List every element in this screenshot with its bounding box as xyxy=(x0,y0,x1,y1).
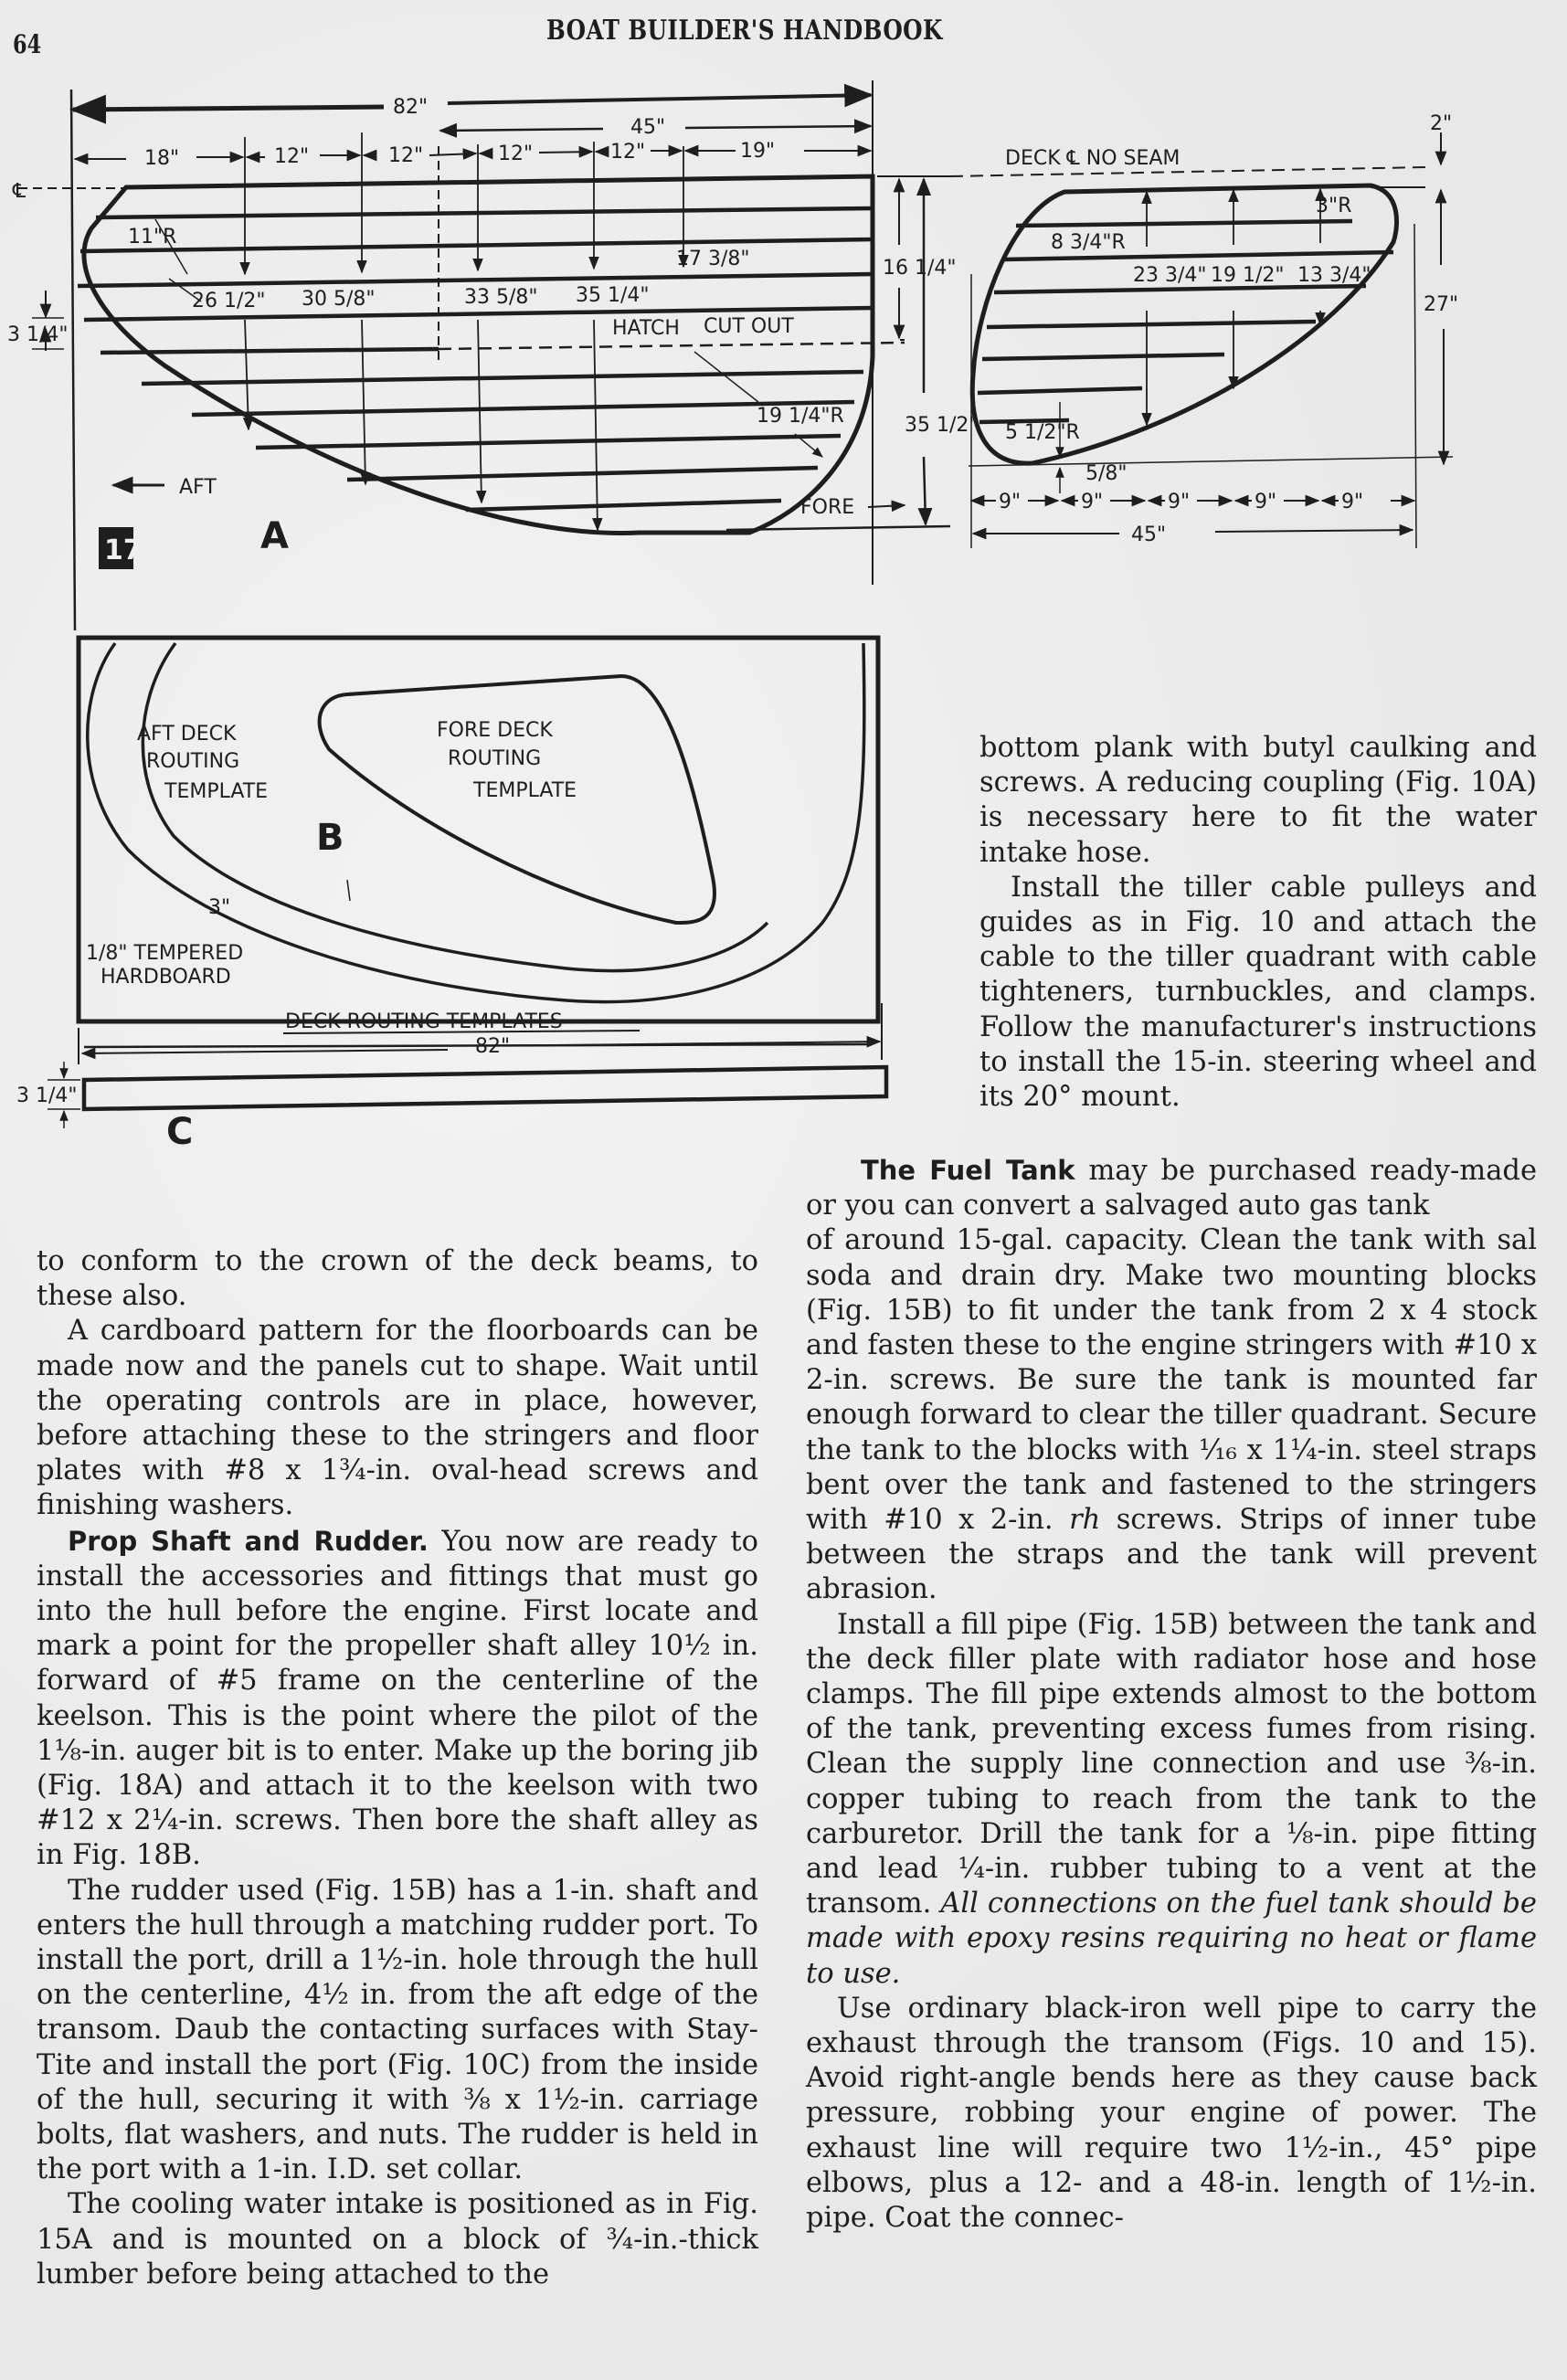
dim-30-5-8: 30 5/8" xyxy=(302,288,376,311)
page-number: 64 xyxy=(13,29,42,59)
aft-template-line3: TEMPLATE xyxy=(164,780,269,803)
dim-35-1-2: 35 1/2" xyxy=(905,414,979,437)
dim-3-in: 3" xyxy=(208,896,231,919)
dim-17-3-8: 17 3/8" xyxy=(676,248,750,270)
dim-45-right: 45" xyxy=(1131,524,1167,546)
dim-12d: 12" xyxy=(610,141,646,164)
dim-3-1-4: 3 1/4" xyxy=(7,323,69,346)
fore-template-line1: FORE DECK xyxy=(437,719,553,742)
dim-9e: 9" xyxy=(1341,491,1364,513)
running-head: BOAT BUILDER'S HANDBOOK xyxy=(546,15,943,47)
panel-right-drawing xyxy=(950,132,1453,548)
radius-fore: 19 1/4"R xyxy=(757,405,844,428)
aft-template-line2: ROUTING xyxy=(146,750,240,773)
dim-9b: 9" xyxy=(1081,491,1104,513)
panel-c-letter: C xyxy=(166,1111,194,1153)
dim-19-1-2: 19 1/2" xyxy=(1211,264,1285,287)
dim-12b: 12" xyxy=(388,144,424,167)
paragraph: The rudder used (Fig. 15B) has a 1-in. shaft and enters the hull through a matching rudder port. To install the port, drill a 1½-in. hole through the hull on the centerline, 4½ in. from the aft edge of the transom. Daub the contacting surfaces with Stay-Tite and install the port (Fig. 10C) from the inside of the hull, securing it with ⅜ x 1½-in. carriage bolts, flat washers, and nuts. The rudder is held in the port with a 1-in. I.D. set collar. xyxy=(37,1874,758,2186)
radius-aft: 11"R xyxy=(128,226,177,249)
radius-mid: 8 3/4"R xyxy=(1051,231,1126,254)
dim-9d: 9" xyxy=(1255,491,1277,513)
dim-19: 19" xyxy=(740,140,776,163)
run-in-heading: The Fuel Tank xyxy=(861,1155,1075,1186)
dim-45: 45" xyxy=(630,116,666,139)
paragraph-text: may be purchased ready-made or you can convert a salvaged auto gas tank xyxy=(806,1155,1537,1222)
dim-23-3-4: 23 3/4" xyxy=(1133,264,1207,287)
italic-note: All connections on the fuel tank should be made with epoxy resins requiring no heat or flame to use. xyxy=(806,1888,1537,1990)
paragraph: bottom plank with butyl caulking and screws. A reducing coupling (Fig. 10A) is necessary here to fit the water intake hose. xyxy=(979,732,1537,869)
centerline-mark: ℄ xyxy=(13,180,26,203)
paragraph-text: You now are ready to install the accessories and fittings that must go into the hull before the engine. First locate and mark a point for the propeller shaft alley 10½ in. forward of #5 frame on the centerline of the keelson. This is the point where the pilot of the 1⅛-in. auger bit is to enter. Make up the boring jib (Fig. 18A) and attach it to the keelson with two #12 x 2¼-in. screws. Then bore the shaft alley as in Fig. 18B. xyxy=(37,1525,758,1872)
deck-no-seam-label: DECK ℄ NO SEAM xyxy=(1005,147,1181,170)
paragraph-text: of around 15-gal. capacity. Clean the tank with sal soda and drain dry. Make two mounting blocks (Fig. 15B) to fit under the tank from 2 x 4 stock and fasten these to the engine stringers with #10 x 2-in. screws. Be sure the tank is mounted far enough forward to clear the tiller quadrant. Secure the tank to the blocks with ¹⁄₁₆ x 1¼-in. steel straps bent over the tank and fastened to the stringers with #10 x 2-in. xyxy=(806,1224,1537,1537)
paragraph-prop-shaft xyxy=(37,1524,758,1874)
fore-template-line2: ROUTING xyxy=(448,747,542,770)
paragraph-fuel-tank xyxy=(806,1223,1537,1607)
panel-b-drawing xyxy=(79,638,882,1064)
dim-c-3-1-4: 3 1/4" xyxy=(16,1084,78,1107)
dim-18: 18" xyxy=(144,147,180,170)
panel-a-letter: A xyxy=(260,515,289,557)
hatch-label: HATCH xyxy=(612,317,680,340)
paragraph: The cooling water intake is positioned as in Fig. 15A and is mounted on a block of ¾-in.-thick lumber before being attached to the xyxy=(37,2188,758,2290)
dim-27: 27" xyxy=(1424,293,1459,316)
paragraph-fuel-tank-lead xyxy=(806,1153,1537,1223)
panel-b-letter: B xyxy=(316,817,344,859)
paragraph-fill-pipe xyxy=(806,1608,1537,1992)
paragraph: to conform to the crown of the deck beams, to these also. xyxy=(37,1245,758,1313)
italic-rh: rh xyxy=(1069,1504,1101,1537)
paragraph-text: Install a fill pipe (Fig. 15B) between the tank and the deck filler plate with radiator hose and hose clamps. The fill pipe extends almost to the bottom of the tank, preventing excess fumes from rising. Clean the supply line connection and use ⅜-in. copper tubing to reach from the tank to the carburetor. Drill the tank for a ⅛-in. pipe fitting and lead ¼-in. rubber tubing to a vent at the transom. xyxy=(806,1608,1537,1920)
dim-26-1-2: 26 1/2" xyxy=(192,290,266,312)
aft-label: AFT xyxy=(179,476,217,499)
dim-16-1-4: 16 1/4" xyxy=(883,257,957,280)
dim-12c: 12" xyxy=(498,143,534,165)
paragraph: A cardboard pattern for the floorboards can be made now and the panels cut to shape. Wait until the operating controls are in place, however, before attaching these to the stringers and floor plates with #8 x 1¾-in. oval-head screws and finishing washers. xyxy=(37,1315,758,1522)
radius-low: 5 1/2"R xyxy=(1005,421,1080,444)
right-column xyxy=(806,1153,1537,2236)
dim-82: 82" xyxy=(393,96,429,119)
run-in-heading: Prop Shaft and Rudder. xyxy=(68,1525,429,1557)
paragraph: Install the tiller cable pulleys and guides as in Fig. 10 and attach the cable to the tiller quadrant with cable tighteners, turnbuckles, and clamps. Follow the manufacturer's instructions to install the 15-in. steering wheel and its 20° mount. xyxy=(979,871,1537,1114)
dim-9c: 9" xyxy=(1168,491,1191,513)
dim-12a: 12" xyxy=(274,145,310,168)
fore-label: FORE xyxy=(800,496,855,519)
dim-82-b: 82" xyxy=(475,1035,511,1058)
left-column xyxy=(37,1244,758,2292)
radius-top: 3"R xyxy=(1316,195,1352,217)
dim-5-8: 5/8" xyxy=(1085,462,1128,485)
dim-35-1-4: 35 1/4" xyxy=(576,284,650,307)
figure-number: 17 xyxy=(104,534,143,566)
paragraph-exhaust: Use ordinary black-iron well pipe to carry the exhaust through the transom (Figs. 10 and 15). Avoid right-angle bends here as they cause back pressure, robbing your engine of power. The exhaust line will require two 1½-in., 45° pipe elbows, plus a 12- and a 48-in. length of 1½-in. pipe. Coat the connec- xyxy=(806,1992,1537,2235)
dim-13-3-4: 13 3/4" xyxy=(1297,264,1371,287)
dim-2: 2" xyxy=(1430,112,1453,135)
aft-template-line1: AFT DECK xyxy=(137,723,237,746)
dim-33-5-8: 33 5/8" xyxy=(464,286,538,309)
cutout-label: CUT OUT xyxy=(704,315,794,338)
material-line1: 1/8" TEMPERED xyxy=(86,942,244,965)
paragraph-text: screws. Strips of inner tube between the straps and the tank will prevent abrasion. xyxy=(806,1504,1537,1606)
dim-9a: 9" xyxy=(999,491,1022,513)
right-column-top xyxy=(979,731,1537,1115)
material-line2: HARDBOARD xyxy=(101,966,231,989)
fore-template-line3: TEMPLATE xyxy=(473,779,577,802)
deck-routing-caption: DECK ROUTING TEMPLATES xyxy=(285,1010,563,1033)
